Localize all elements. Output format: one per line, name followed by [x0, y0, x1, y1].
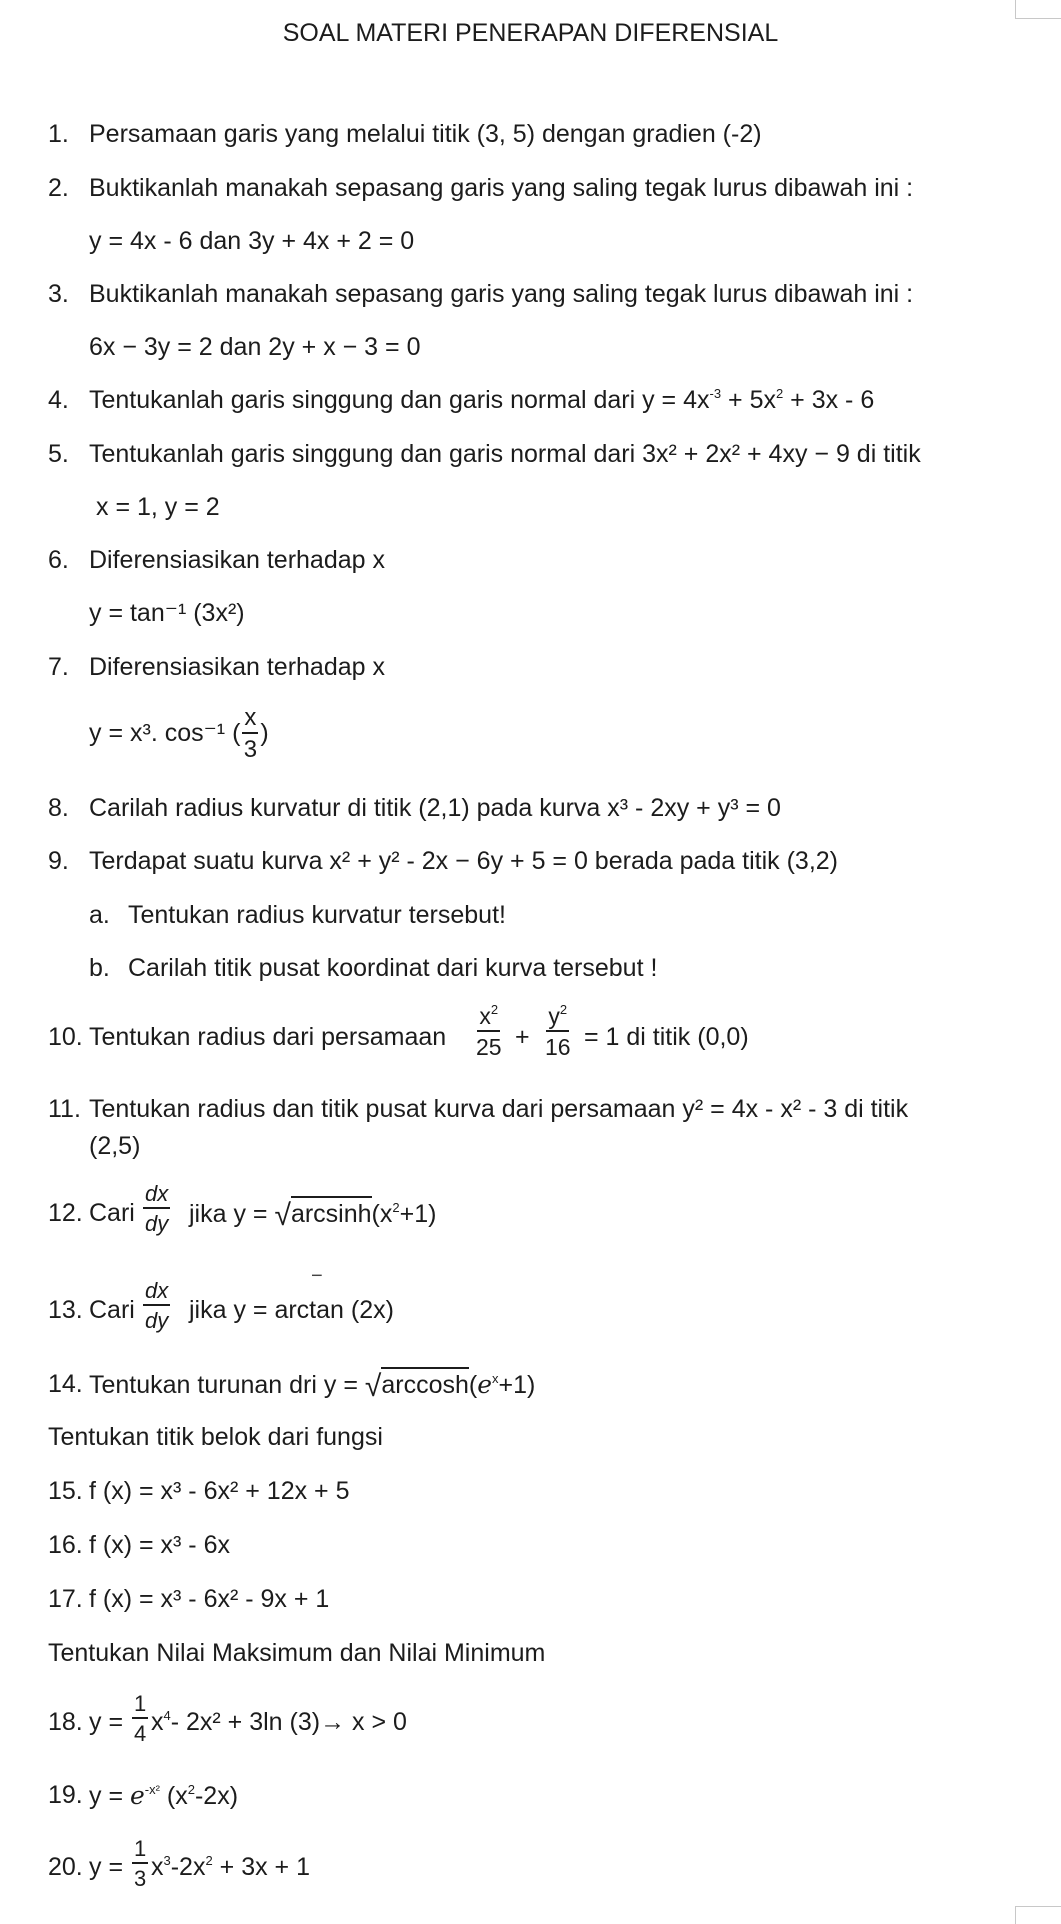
q16-number: 16.: [48, 1531, 83, 1559]
q6-number: 6.: [48, 546, 69, 574]
q8-text: Carilah radius kurvatur di titik (2,1) pada kurva x³ - 2xy + y³ = 0: [89, 794, 781, 822]
section-heading-extrema: Tentukan Nilai Maksimum dan Nilai Minimum: [48, 1639, 546, 1667]
q9a-label: a.: [89, 901, 110, 929]
q14-text: Tentukan turunan dri $y = √\arccos h(e^x+1)$: [89, 1372, 535, 1402]
q2-text: Buktikanlah manakah sepasang garis yang saling tegak lurus dibawah ini :: [89, 174, 914, 202]
q4-number: 4.: [48, 386, 69, 414]
q12-fraction: $\frac{dx}{dy}$: [145, 1181, 169, 1237]
q14-number: 14.: [48, 1370, 83, 1398]
section-heading-inflection: Tentukan titik belok dari fungsi: [48, 1423, 383, 1451]
q13-expression: jika y = arctan (2x): [189, 1296, 394, 1324]
q13-fraction: $\frac{dx}{dy}$: [145, 1278, 169, 1334]
q2-equation: y = 4x - 6 dan 3y + 4x + 2 = 0: [89, 227, 415, 255]
q20-number: 20.: [48, 1853, 83, 1881]
q1-text: Persamaan garis yang melalui titik (3, 5) dengan gradien (-2): [89, 120, 762, 148]
q13-cari: Cari: [89, 1296, 135, 1324]
q3-number: 3.: [48, 280, 69, 308]
q6-equation: y = tan⁻¹ (3x²): [89, 599, 245, 627]
q9-text: Terdapat suatu kurva x² + y² - 2x − 6y + 5 = 0 berada pada titik (3,2): [89, 847, 839, 875]
q9b-label: b.: [89, 954, 110, 982]
q11-text: Tentukan radius dan titik pusat kurva dari persamaan y² = 4x - x² - 3 di titik: [89, 1095, 909, 1123]
q10-rest: = 1 di titik (0,0): [584, 1023, 749, 1051]
q16-text: f (x) = x³ - 6x: [89, 1531, 230, 1559]
q11-continuation: (2,5): [89, 1132, 141, 1160]
q19-number: 19.: [48, 1781, 83, 1809]
q18-pre: y =: [89, 1708, 124, 1736]
q6-text: Diferensiasikan terhadap x: [89, 546, 385, 574]
q20-pre: y =: [89, 1853, 124, 1881]
q8-number: 8.: [48, 794, 69, 822]
q13-mark: −: [311, 1265, 323, 1287]
q2-number: 2.: [48, 174, 69, 202]
q15-text: f (x) = x³ - 6x² + 12x + 5: [89, 1477, 350, 1505]
q5-text: Tentukanlah garis singgung dan garis normal dari 3x² + 2x² + 4xy − 9 di titik: [89, 440, 921, 468]
q5-number: 5.: [48, 440, 69, 468]
q17-number: 17.: [48, 1585, 83, 1613]
q18-number: 18.: [48, 1708, 83, 1736]
q20-fraction: $\frac{1}{3}$: [134, 1836, 147, 1892]
q3-text: Buktikanlah manakah sepasang garis yang saling tegak lurus dibawah ini :: [89, 280, 914, 308]
q5-point: x = 1, y = 2: [96, 493, 220, 521]
q20-expression: $x^3-2x^2 + 3x + 1$: [151, 1853, 310, 1881]
q7-text: Diferensiasikan terhadap x: [89, 653, 385, 681]
q12-cari: Cari: [89, 1199, 135, 1227]
q13-number: 13.: [48, 1296, 83, 1324]
q10-fraction-x: $\frac{x^2}{25}$: [476, 1002, 502, 1061]
q3-equation: 6x − 3y = 2 dan 2y + x − 3 = 0: [89, 333, 421, 361]
q10-fraction-y: $\frac{y^2}{16}$: [545, 1002, 571, 1061]
q11-number: 11.: [48, 1095, 81, 1123]
page-title: SOAL MATERI PENERAPAN DIFERENSIAL: [282, 19, 779, 47]
q9b-text: Carilah titik pusat koordinat dari kurva tersebut !: [128, 954, 658, 982]
q12-number: 12.: [48, 1199, 83, 1227]
q9a-text: Tentukan radius kurvatur tersebut!: [128, 901, 506, 929]
q18-expression: $x^4-$ 2x² + 3ln (3)→ x > 0: [151, 1708, 407, 1736]
q17-text: f (x) = x³ - 6x² - 9x + 1: [89, 1585, 330, 1613]
q1-number: 1.: [48, 120, 69, 148]
q18-fraction: $\frac{1}{4}$: [134, 1691, 147, 1747]
q12-expression: jika $y = √\arcsin h(x^2+1)$: [189, 1201, 436, 1231]
page-corner-top: [1015, 0, 1061, 19]
q10-number: 10.: [48, 1023, 83, 1051]
page-corner-bottom: [1015, 1906, 1061, 1924]
q7-equation: y = x³. cos⁻¹ ( $\frac{x}{3}$ ): [89, 704, 269, 764]
q15-number: 15.: [48, 1477, 83, 1505]
q9-number: 9.: [48, 847, 69, 875]
q10-text: Tentukan radius dari persamaan: [89, 1023, 447, 1051]
q7-number: 7.: [48, 653, 69, 681]
q10-plus: +: [515, 1023, 530, 1051]
q19-expression: $y = e^{-x^2}$ $(x^2-2x)$: [89, 1781, 239, 1810]
q4-text: Tentukanlah garis singgung dan garis normal dari $y = 4x^{-3} + 5x^2 + 3x - 6$: [89, 386, 875, 414]
